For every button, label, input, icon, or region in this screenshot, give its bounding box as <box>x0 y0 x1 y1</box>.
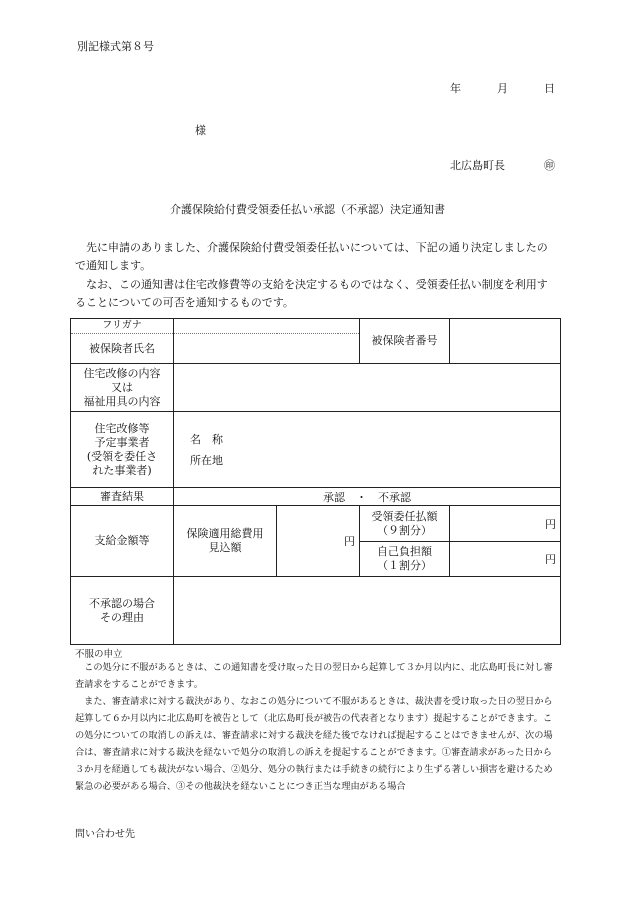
date-year-label: 年 <box>450 82 461 95</box>
contact-label: 問い合わせ先 <box>75 829 135 840</box>
appeal-paragraph-1: この処分に不服があるときは、この通知書を受け取った日の翌日から起算して３か月以内に、北広島町長に対し審査請求をすることができます。 <box>75 662 553 690</box>
insured-total-label: 保険適用総費用 見込額 <box>174 506 277 577</box>
rejection-reason-label: 不承認の場合 その理由 <box>71 577 174 645</box>
rejection-reason-value <box>174 577 561 645</box>
document-title: 介護保険給付費受領委任払い承認（不承認）決定通知書 <box>170 203 445 216</box>
payment-amount-label: 支給金額等 <box>71 506 174 577</box>
delegated-payment-label: 受領委任払額 （９割分） <box>360 506 450 542</box>
contractor-value <box>174 412 561 488</box>
review-result-options: 承認 ・ 不承認 <box>174 488 561 506</box>
renovation-content-label: 住宅改修の内容 又は 福祉用具の内容 <box>71 364 174 412</box>
date-month-label: 月 <box>497 82 508 95</box>
insured-number-value <box>450 319 561 364</box>
intro-paragraph: 先に申請のありました、介護保険給付費受領委任払いについては、下記の通り決定しましたので通知します。 <box>75 241 548 272</box>
insured-name-label: 被保険者氏名 <box>71 334 174 364</box>
contractor-address-label: 所在地 <box>190 453 223 467</box>
furigana-label: フリガナ <box>71 319 174 334</box>
decision-table <box>70 318 561 645</box>
review-result-label: 審査結果 <box>71 488 174 506</box>
renovation-content-value <box>174 364 561 412</box>
furigana-value <box>174 319 360 334</box>
insured-number-label: 被保険者番号 <box>360 319 450 364</box>
seal-mark: ㊞ <box>544 159 555 172</box>
recipient-suffix: 様 <box>195 124 206 137</box>
insured-total-value: 円 <box>277 506 360 577</box>
self-pay-value: 円 <box>450 542 561 577</box>
appeal-paragraph-2: また、審査請求に対する裁決があり、なおこの処分について不服があるときは、裁決書を受け取った日の翌日から起算して６か月以内に北広島町を被告として（北広島町長が被告の代表者となります）提起することができます。この処分についての取消しの訴えは、審査請求に対する裁決を経た後でなければ提起することはできませんが、次の場合は、審査請求に対する裁決を経ないで処分の取消しの訴えを提起することができます。①審査請求があった日から３か月を経過しても裁決がない場合、②処分、処分の執行または手続きの続行により生ずる著しい損害を避けるため緊急の必要がある場合、③その他裁決を経ないことにつき正当な理由がある場合 <box>75 696 553 792</box>
delegated-payment-value: 円 <box>450 506 561 542</box>
issuer-name: 北広島町長 <box>450 159 505 172</box>
contractor-label: 住宅改修等 予定事業者 (受領を委任さ れた事業者) <box>71 412 174 488</box>
appeal-heading: 不服の申立 <box>75 649 123 660</box>
note-paragraph: なお、この通知書は住宅改修費等の支給を決定するものではなく、受領委任払い制度を利用することについての可否を通知するものです。 <box>75 278 548 309</box>
insured-name-value <box>174 334 360 364</box>
form-number: 別記様式第８号 <box>77 40 154 53</box>
date-day-label: 日 <box>544 82 555 95</box>
self-pay-label: 自己負担額 （１割分） <box>360 542 450 577</box>
contractor-name-label: 名 称 <box>190 432 223 446</box>
